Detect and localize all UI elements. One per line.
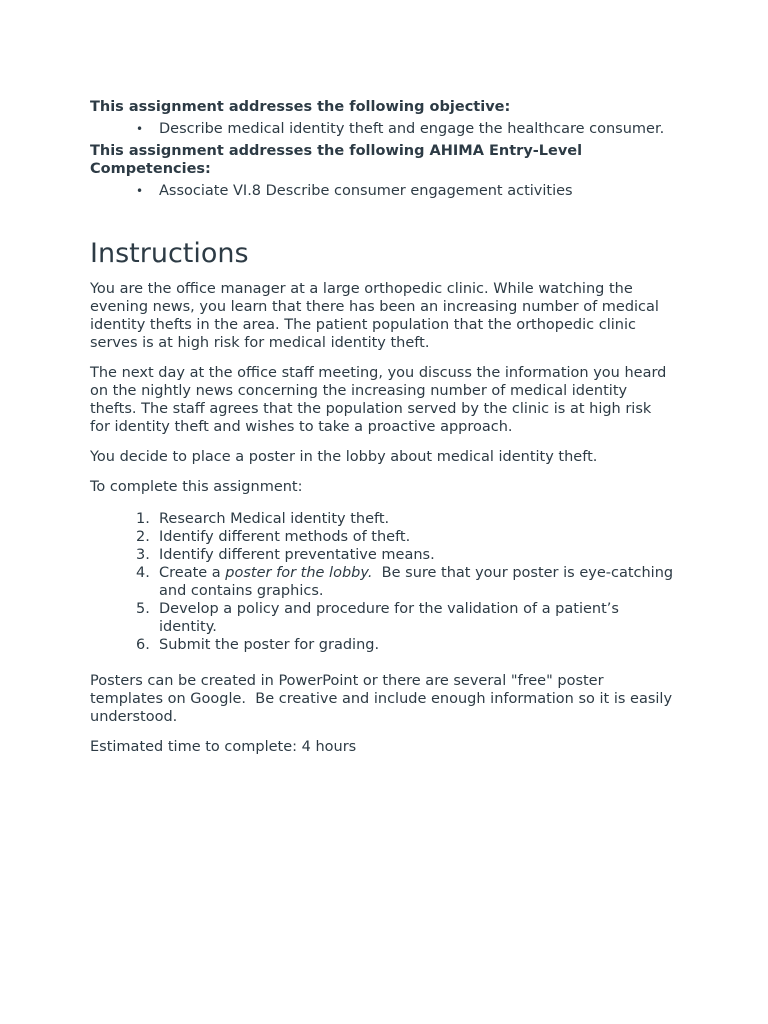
complete-intro: To complete this assignment:	[90, 479, 303, 495]
step-number: 5.	[136, 601, 150, 617]
step-number: 3.	[136, 547, 150, 563]
step-text: Identify different preventative means.	[159, 547, 435, 563]
assignment-document	[90, 98, 678, 768]
step-number: 2.	[136, 529, 150, 545]
list-item	[136, 600, 675, 636]
scenario-paragraph: You are the office manager at a large orthopedic clinic. While watching the evening news, you learn that there has been an increasing number of medical identity thefts in the area. The patient population that the orthopedic clinic serves is at high risk for medical identity theft.	[90, 281, 659, 351]
list-item	[136, 528, 675, 546]
objective-list	[90, 120, 675, 138]
instructions-title: Instructions	[90, 238, 249, 269]
estimated-time: Estimated time to complete: 4 hours	[90, 739, 357, 755]
step-text: Identify different methods of theft.	[159, 529, 411, 545]
meeting-paragraph: The next day at the office staff meeting, you discuss the information you heard on the nightly news concerning the increasing number of medical identity thefts. The staff agrees that the population served by the clinic is at high risk for identity theft and wishes to take a proactive approach.	[90, 365, 667, 435]
step-text: Submit the poster for grading.	[159, 637, 380, 653]
objective-heading: This assignment addresses the following objective:	[90, 99, 511, 115]
list-item	[136, 636, 675, 654]
competencies-heading: This assignment addresses the following AHIMA Entry-Level Competencies:	[90, 143, 583, 177]
objective-item-text: Describe medical identity theft and engage the healthcare consumer.	[159, 121, 665, 137]
step-text: Research Medical identity theft.	[159, 511, 390, 527]
steps-list	[90, 510, 678, 654]
competencies-list	[90, 182, 675, 200]
list-item	[136, 546, 675, 564]
bullet-icon: •	[136, 122, 144, 136]
poster-paragraph: You decide to place a poster in the lobby about medical identity theft.	[90, 449, 598, 465]
list-item	[136, 120, 675, 138]
step-number: 4.	[136, 565, 150, 581]
step-text-emphasis: poster for the lobby.	[225, 565, 373, 581]
step-number: 1.	[136, 511, 150, 527]
list-item	[136, 182, 675, 200]
step-text: Develop a policy and procedure for the validation of a patient’s identity.	[159, 601, 619, 635]
step-number: 6.	[136, 637, 150, 653]
list-item	[136, 510, 675, 528]
bullet-icon: •	[136, 184, 144, 198]
closing-paragraph: Posters can be created in PowerPoint or there are several "free" poster templates on Google. Be creative and include enough information so it is easily understood.	[90, 673, 677, 725]
list-item	[136, 564, 678, 600]
step-text-prefix: Create a	[159, 565, 226, 581]
competency-item-text: Associate VI.8 Describe consumer engagement activities	[159, 183, 573, 199]
step-text-suffix: Be sure that your poster is eye-catching and contains graphics.	[159, 565, 678, 599]
